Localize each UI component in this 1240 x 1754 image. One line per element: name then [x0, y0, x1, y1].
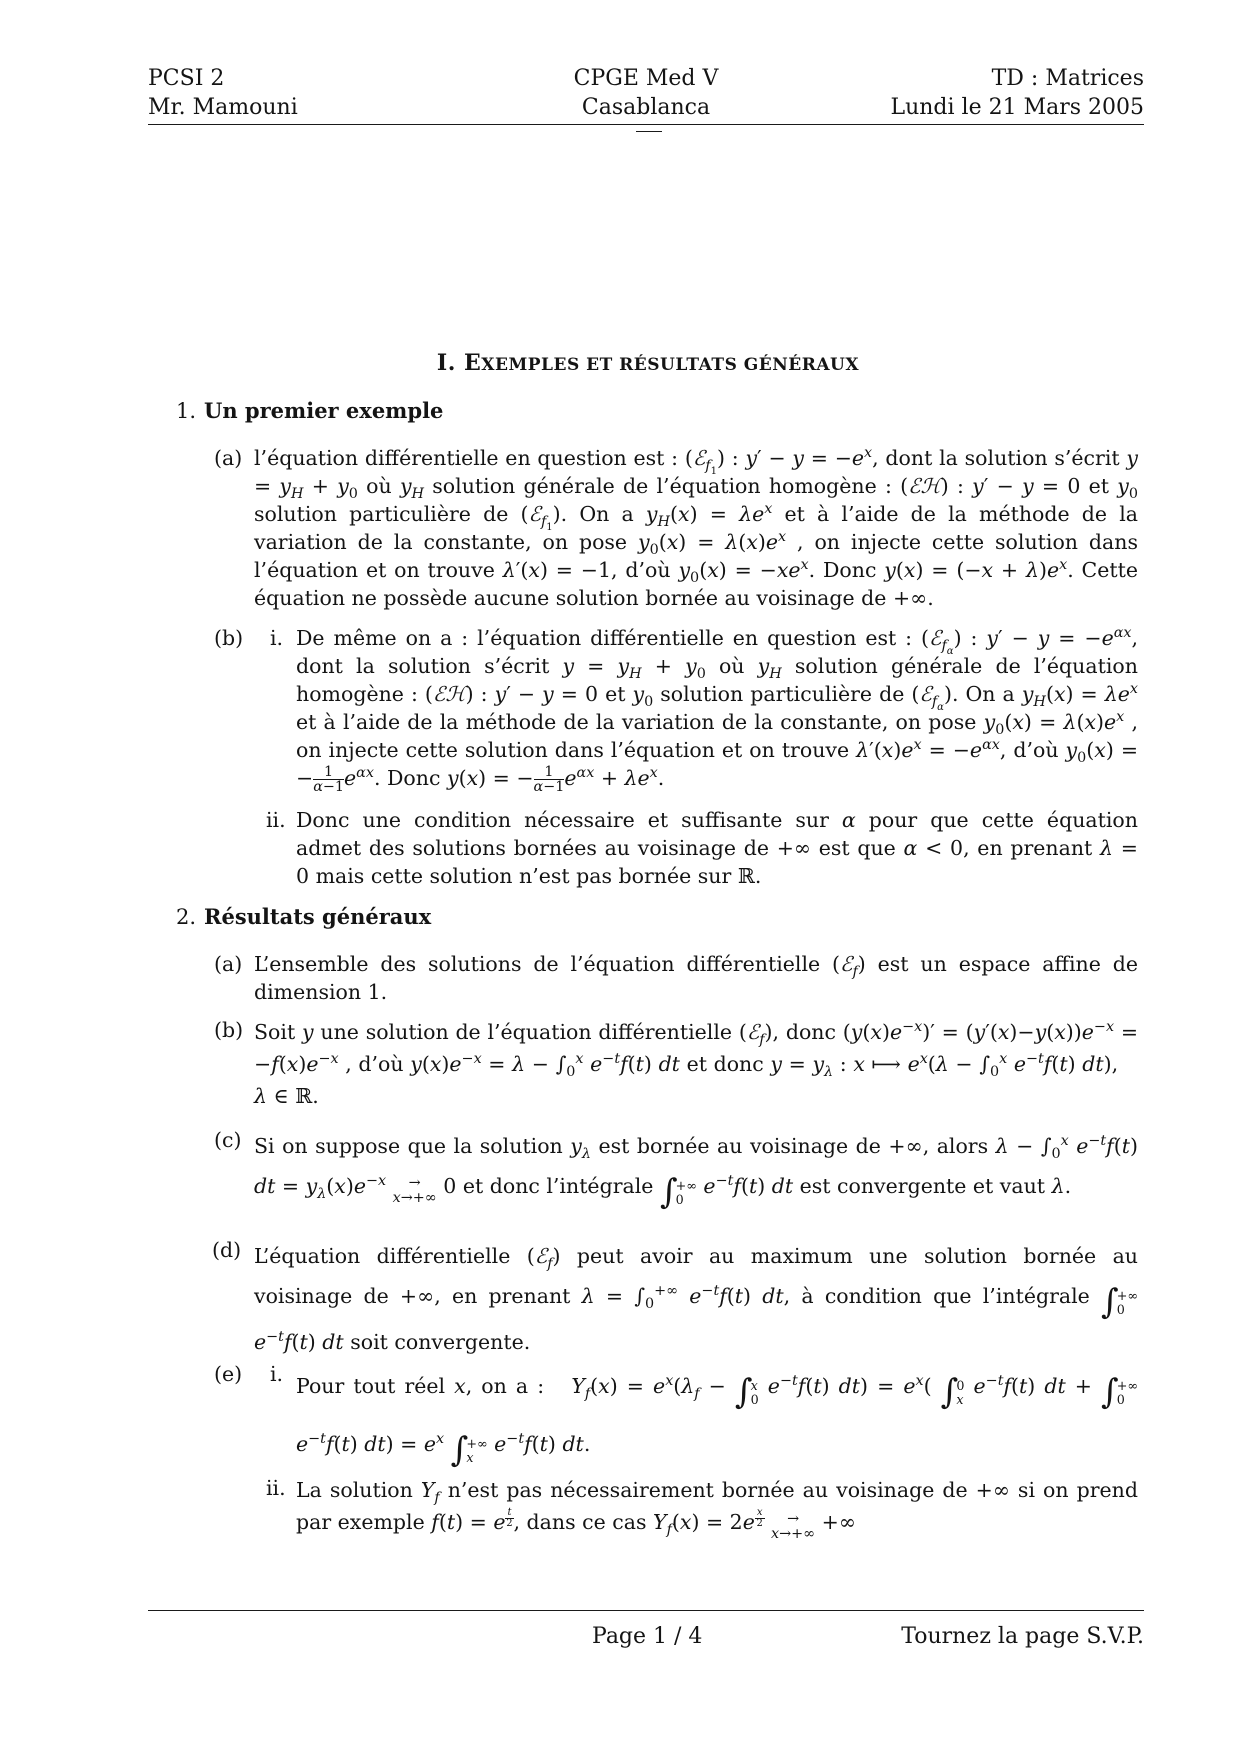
paragraph-2b: Soit y une solution de l’équation différentielle (ℰ$_f$), donc $(y(x)e^{-x})' = (y'(x)-y(x))e^{-x} = -f(x)e^{-x}$ , d’où $y(x)e^{-x} = \lambda - \int_0^x$ $e^{-t}f(t)$ dt et donc $y = y_\lambda$ : x ⟼ $e^x(\lambda - \int_0^x$ $e^{-t}f(t)$ dt), λ ∈ ℝ.	[254, 1019, 1138, 1108]
item-2-title: Résultats généraux	[204, 904, 432, 929]
section-title-prefix: I. E	[436, 350, 482, 376]
label-2d: (d)	[212, 1238, 242, 1262]
paragraph-1b-i: De même on a : l’équation différentielle en question est : (ℰ$_{f_\alpha}$) : $y' - y = -e^{\alpha x}$, dont la solution s’écrit $y = y_H + y_0$ où $y_H$ solution générale de l’équation homogène : (ℰℋ) : y′ − y = 0 et $y_0$ solution particulière de (ℰ$_{f_\alpha}$). On a $y_H(x) = \lambda e^x$ et à l’aide de la méthode de la variation de la constante, on pose $y_0(x) = \lambda(x)e^x$ , on injecte cette solution dans l’équation et on trouve $\lambda'(x)e^x = -e^{\alpha x}$, d’où $y_0(x)$ = − $\frac{1}{\alpha-1}$ $e^{\alpha x}$. Donc y(x) = − $\frac{1}{\alpha-1}$ $e^{\alpha x} + \lambda e^x$.	[296, 625, 1139, 796]
paragraph-2a: L’ensemble des solutions de l’équation différentielle (ℰ$_f$) est un espace affine de dimension 1.	[254, 952, 1139, 1004]
paragraph-2e-i: Pour tout réel x, on a : $Y_f(x) = e^x(\lambda_f$ − ∫ x 0 $e^{-t}f(t) dt) = e^x$( ∫ 0 x $e^{-t}f(t)$ dt + ∫ +∞ 0 $e^{-t}f(t) dt) = e^x$ ∫ +∞ x $e^{-t}f(t)$ dt.	[296, 1372, 1138, 1470]
header-right	[890, 64, 1144, 122]
paragraph-2e-ii: La solution $Y_f$ n’est pas nécessairement bornée au voisinage de +∞ si on prend par exemple f(t) = e $^{\frac{t}{2}}$ , dans ce cas $Y_f(x) = 2e$ $^{\frac{x}{2}}$ → x→+∞ +∞	[296, 1478, 1138, 1542]
header-divider	[148, 124, 1144, 125]
teacher-name: Mr. Mamouni	[148, 95, 298, 120]
label-2e: (e)	[214, 1362, 243, 1386]
label-2e-ii: ii.	[266, 1476, 286, 1500]
item-2-heading	[176, 904, 431, 929]
item-1-title: Un premier exemple	[204, 398, 444, 423]
header-dash	[636, 131, 662, 132]
paragraph-1b-ii: Donc une condition nécessaire et suffisante sur α pour que cette équation admet des solutions bornées au voisinage de +∞ est que α < 0, en prenant λ = 0 mais cette solution n’est pas bornée sur ℝ.	[296, 808, 1138, 888]
footer-divider	[148, 1610, 1144, 1611]
paragraph-2d: L’équation différentielle (ℰ$_f$) peut avoir au maximum une solution bornée au voisinage de +∞, en prenant $\lambda = \int_0^{+\infty}$ $e^{-t}f(t)$ dt, à condition que l’intégrale ∫ +∞ 0 $e^{-t}f(t)$ dt soit convergente.	[254, 1244, 1139, 1354]
label-1b-ii: ii.	[266, 808, 286, 832]
item-1-heading	[176, 398, 443, 423]
section-title-rest: XEMPLES ET RÉSULTATS GÉNÉRAUX	[481, 355, 860, 375]
item-2-number: 2.	[176, 905, 197, 929]
label-2b: (b)	[214, 1018, 244, 1042]
paragraph-1a: l’équation différentielle en question est : (ℰ$_{f_1}$) : $y' - y = -e^x$, dont la solution s’écrit $y = y_H + y_0$ où $y_H$ solution générale de l’équation homogène : (ℰℋ) : y′ − y = 0 et $y_0$ solution particulière de (ℰ$_{f_1}$). On a $y_H(x) = \lambda e^x$ et à l’aide de la méthode de la variation de la constante, on pose $y_0(x) = \lambda(x)e^x$ , on injecte cette solution dans l’équation et on trouve λ′(x) = −1, d’où $y_0(x) = -xe^x$. Donc $y(x) = (-x + \lambda)e^x$. Cette équation ne possède aucune solution bornée au voisinage de +∞.	[254, 445, 1139, 610]
section-title	[0, 350, 1240, 376]
school-name: CPGE Med V	[573, 66, 719, 91]
label-1b-i: i.	[270, 626, 284, 650]
worksheet-title: TD : Matrices	[991, 66, 1144, 91]
label-2e-i: i.	[270, 1362, 284, 1386]
worksheet-date: Lundi le 21 Mars 2005	[890, 95, 1144, 120]
label-2c: (c)	[214, 1128, 242, 1152]
label-2a: (a)	[214, 952, 243, 976]
label-1b: (b)	[214, 626, 244, 650]
page-number: Page 1 / 4	[592, 1624, 703, 1649]
paragraph-2c: Si on suppose que la solution $y_\lambda$ est bornée au voisinage de +∞, alors $\lambda - \int_0^x$ $e^{-t}f(t)$ dt = $y_\lambda(x)e^{-x}$ → x→+∞ 0 et donc l’intégrale ∫ +∞ 0 $e^{-t}f(t)$ dt est convergente et vaut λ.	[254, 1133, 1138, 1212]
label-1a: (a)	[214, 446, 243, 470]
turn-page-note: Tournez la page S.V.P.	[901, 1624, 1144, 1649]
class-name: PCSI 2	[148, 66, 225, 91]
school-city: Casablanca	[581, 95, 711, 120]
item-1-number: 1.	[176, 399, 197, 423]
